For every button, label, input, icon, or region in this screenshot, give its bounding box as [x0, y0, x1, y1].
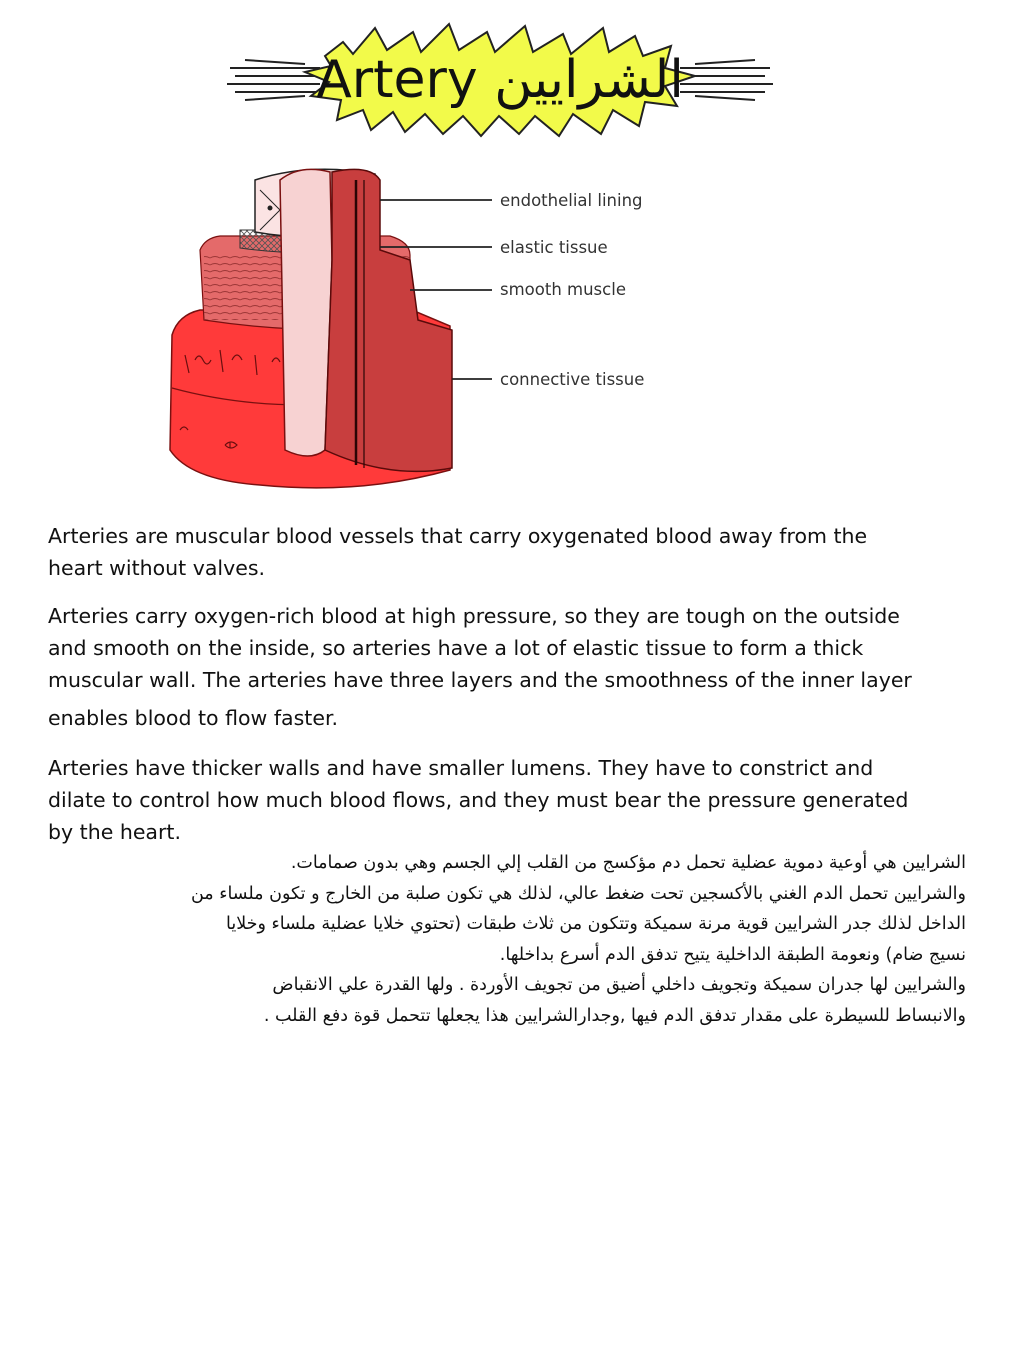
label-connective-tissue: connective tissue [500, 370, 645, 389]
arabic-line: والشرايين تحمل الدم الغني بالأكسجين تحت ضغط عالي، لذلك هي تكون صلبة من الخارج و تكون ملساء من [190, 883, 966, 904]
paragraph-definition [48, 520, 978, 584]
paragraph-line: Arteries are muscular blood vessels that carry oxygenated blood away from the [48, 524, 868, 548]
paragraph-line: heart without valves. [48, 556, 266, 580]
label-smooth-muscle: smooth muscle [500, 280, 626, 299]
title-arabic: الشرايين [494, 50, 684, 110]
arabic-paragraph [52, 848, 966, 1031]
paragraph-line: enables blood to flow faster. [48, 706, 339, 730]
label-elastic-tissue: elastic tissue [500, 238, 608, 257]
paragraph-line: dilate to control how much blood flows, and they must bear the pressure generated [48, 788, 909, 812]
arabic-line: نسيج ضام) ونعومة الطبقة الداخلية يتيح تدفق الدم أسرع بداخلها. [499, 944, 966, 965]
paragraph-walls [48, 752, 978, 848]
arabic-line: والشرايين لها جدران سميكة وتجويف داخلي أضيق من تجويف الأوردة . ولها القدرة علي الانقباض [272, 975, 966, 995]
paragraph-line: Arteries carry oxygen-rich blood at high pressure, so they are tough on the outside [48, 604, 900, 628]
artery-diagram [160, 150, 740, 495]
paragraph-line: muscular wall. The arteries have three layers and the smoothness of the inner layer [48, 668, 912, 692]
paragraph-line: Arteries have thicker walls and have smaller lumens. They have to constrict and [48, 756, 874, 780]
title-banner [225, 22, 775, 138]
paragraph-line: by the heart. [48, 820, 181, 844]
lumen [280, 169, 332, 456]
title-english: Artery [316, 50, 478, 110]
label-endothelial-lining: endothelial lining [500, 191, 643, 210]
arabic-line: الشرايين هي أوعية دموية عضلية تحمل دم مؤكسج من القلب إلي الجسم وهي بدون صمامات. [290, 853, 966, 873]
arabic-line: الداخل لذلك جدر الشرايين قوية مرنة سميكة وتتكون من ثلاث طبقات (تحتوي خلايا عضلية ملساء وخلايا [226, 914, 966, 934]
paragraph-line: and smooth on the inside, so arteries have a lot of elastic tissue to form a thick [48, 636, 864, 660]
paragraph-structure [48, 600, 978, 734]
page-title [225, 52, 775, 108]
arabic-line: والانبساط للسيطرة على مقدار تدفق الدم فيها ,وجدارالشرايين هذا يجعلها تتحمل قوة دفع القلب . [263, 1005, 966, 1026]
